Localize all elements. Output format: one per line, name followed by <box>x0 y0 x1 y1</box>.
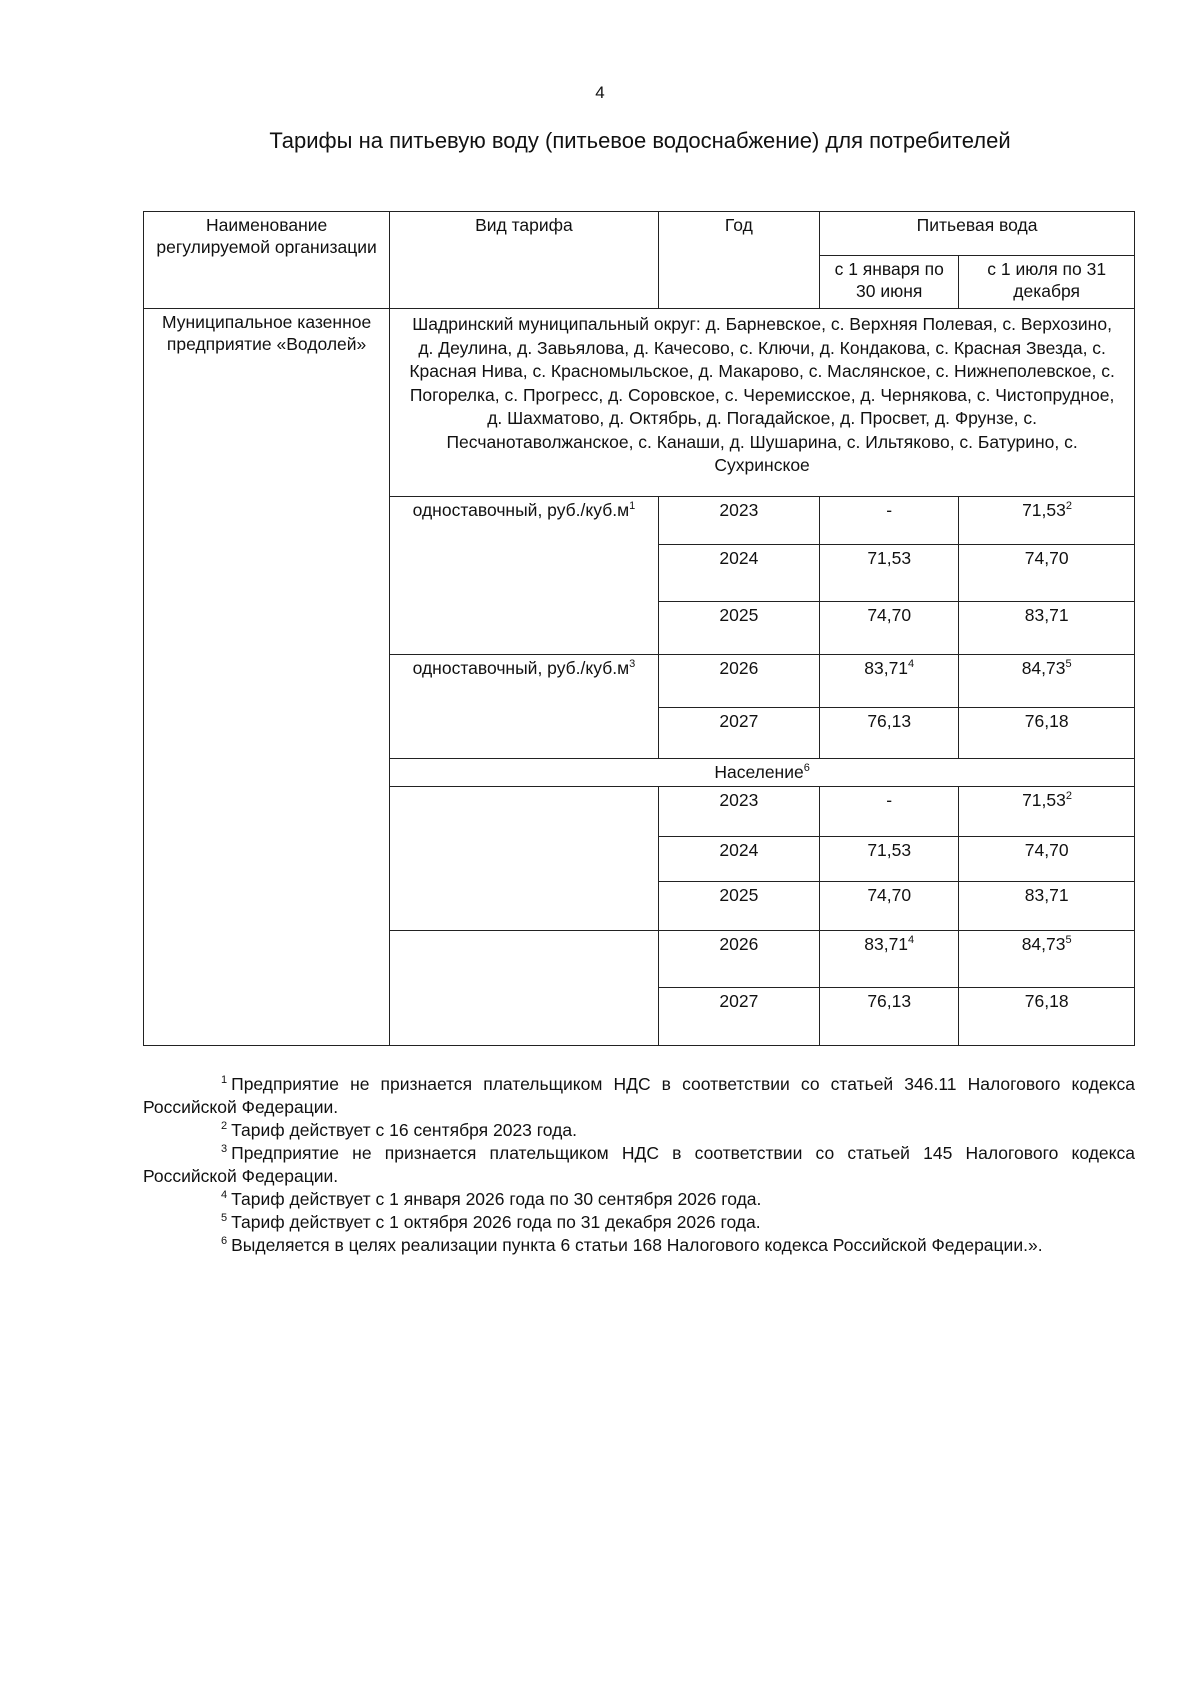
year-cell: 2027 <box>658 708 819 759</box>
tariff-type-cell: одноставочный, $руб./куб.м^3$ <box>390 655 658 759</box>
value-cell-h1: - <box>820 497 959 545</box>
year-cell: 2024 <box>658 545 819 602</box>
year-cell: 2027 <box>658 988 819 1046</box>
value-cell-h1: - <box>820 787 959 837</box>
year-cell: 2023 <box>658 497 819 545</box>
value-cell-h2: 83,71 <box>959 602 1135 655</box>
footnotes <box>143 1073 1135 1257</box>
tariff-type-cell-empty <box>390 787 658 931</box>
footnote: $^1$ Предприятие не признается плательщиком НДС в соответствии со статьей 346.11 Налогового кодекса Российской Федерации. <box>143 1074 1135 1117</box>
year-cell: 2026 <box>658 655 819 708</box>
footnote: $^5$ Тариф действует с 1 октября 2026 года по 31 декабря 2026 года. <box>221 1212 761 1232</box>
header-organization: Наименование регулируемой организации <box>144 212 390 309</box>
value-cell-h2: 71,53$^2$ <box>959 497 1135 545</box>
year-cell: 2025 <box>658 602 819 655</box>
document-title: Тарифы на питьевую воду (питьевое водоснабжение) для потребителей <box>269 128 1011 153</box>
year-cell: 2023 <box>658 787 819 837</box>
footnote: $^3$ Предприятие не признается плательщиком НДС в соответствии со статьей 145 Налогового кодекса Российской Федерации. <box>143 1143 1135 1186</box>
footnote: $^2$ Тариф действует с 16 сентября 2023 года. <box>221 1120 577 1140</box>
value-cell-h2: 84,73$^5$ <box>959 655 1135 708</box>
territory-list: Шадринский муниципальный округ: д. Барневское, с. Верхняя Полевая, с. Верхозино, д. Деулина, д. Завьялова, д. Качесово, с. Ключи, д. Кондакова, с. Красная Звезда, с. Красная Нива, с. Красномыльское, д. Макарово, с. Маслянское, с. Нижнеполевское, с. Погорелка, с. Прогресс, д. Соровское, с. Черемисское, д. Чернякова, с. Чистопрудное, д. Шахматово, д. Октябрь, д. Погадайское, д. Просвет, д. Фрунзе, с. Песчанотаволжанское, с. Канаши, д. Шушарина, с. Ильтяково, с. Батурино, с. Сухринское <box>390 309 1135 497</box>
page-number: 4 <box>595 83 605 102</box>
year-cell: 2024 <box>658 837 819 882</box>
value-cell-h2: 76,18 <box>959 708 1135 759</box>
header-tariff-type: Вид тарифа <box>390 212 658 309</box>
value-cell-h2: 84,73$^5$ <box>959 931 1135 988</box>
header-year: Год <box>658 212 819 309</box>
year-cell: 2026 <box>658 931 819 988</box>
tariff-table <box>143 211 1135 1046</box>
organization-name: Муниципальное казенное предприятие «Водолей» <box>144 309 390 1046</box>
year-cell: 2025 <box>658 882 819 931</box>
value-cell-h2: 83,71 <box>959 882 1135 931</box>
value-cell-h2: 76,18 <box>959 988 1135 1046</box>
value-cell-h1: 74,70 <box>820 882 959 931</box>
tariff-type-cell: одноставочный, $руб./куб.м^1$ <box>390 497 658 655</box>
value-cell-h1: 74,70 <box>820 602 959 655</box>
value-cell-h1: 76,13 <box>820 988 959 1046</box>
value-cell-h1: 83,71$^4$ <box>820 655 959 708</box>
header-period-2: с 1 июля по 31 декабря <box>959 256 1135 309</box>
value-cell-h1: 76,13 <box>820 708 959 759</box>
tariff-type-cell-empty <box>390 931 658 1046</box>
footnote: $^4$ Тариф действует с 1 января 2026 года по 30 сентября 2026 года. <box>221 1189 762 1209</box>
header-drinking-water: Питьевая вода <box>820 212 1135 256</box>
value-cell-h1: 83,71$^4$ <box>820 931 959 988</box>
value-cell-h1: 71,53 <box>820 837 959 882</box>
population-header: Население$^6$ <box>390 759 1135 787</box>
value-cell-h2: 71,53$^2$ <box>959 787 1135 837</box>
value-cell-h2: 74,70 <box>959 837 1135 882</box>
header-period-1: с 1 января по 30 июня <box>820 256 959 309</box>
footnote: $^6$ Выделяется в целях реализации пункта 6 статьи 168 Налогового кодекса Российской Федерации.». <box>221 1235 1043 1255</box>
value-cell-h2: 74,70 <box>959 545 1135 602</box>
value-cell-h1: 71,53 <box>820 545 959 602</box>
